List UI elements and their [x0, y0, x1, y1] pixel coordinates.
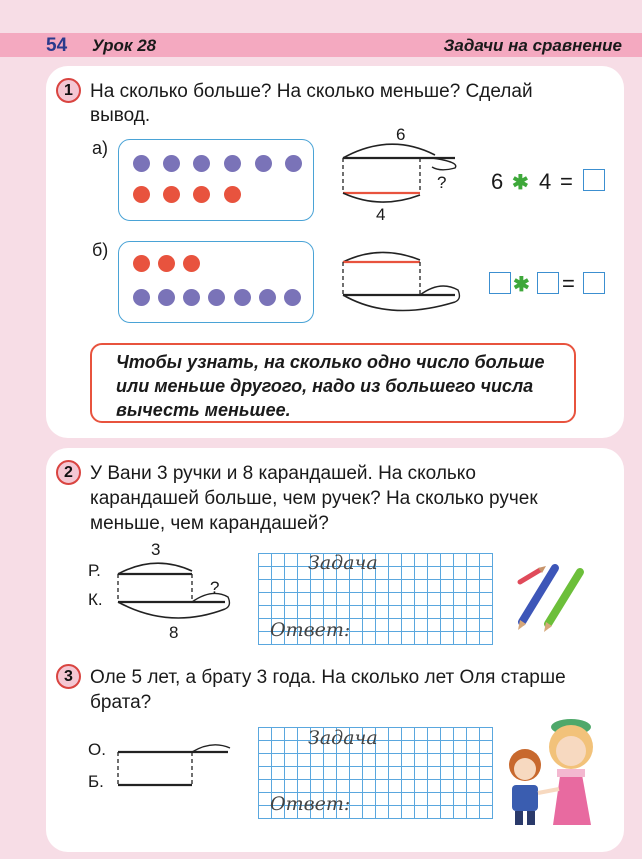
topic-title: Задачи на сравнение — [443, 36, 622, 55]
task1-text-line1: На сколько больше? На сколько меньше? Сделай — [90, 81, 533, 102]
task2-grid-answer-word: Ответ: — [270, 619, 351, 641]
equation-b-equals: = — [562, 271, 575, 296]
equation-a-left: 6 — [491, 169, 504, 194]
task3-row2-label: Б. — [88, 772, 104, 791]
task2-row1-label: Р. — [88, 561, 101, 580]
task2-number: 2 — [56, 460, 81, 485]
task3-row1-label: О. — [88, 740, 106, 759]
rule-line3: вычесть меньшее. — [116, 400, 291, 420]
task2-question: ? — [210, 578, 220, 597]
task2-row2-label: К. — [88, 590, 103, 609]
equation-a-operator-icon: ✱ — [512, 172, 529, 194]
children-illustration — [495, 705, 605, 830]
task2-text-line2: карандашей больше, чем ручек? На сколько ручек — [90, 488, 538, 509]
part-b-label: б) — [92, 240, 109, 260]
part-a-question: ? — [437, 173, 447, 192]
task2-text-line1: У Вани 3 ручки и 8 карандашей. На сколько — [90, 463, 476, 484]
task2-grid-task-word: Задача — [308, 552, 378, 574]
task3-grid-task-word: Задача — [308, 727, 378, 749]
lesson-title: Урок 28 — [92, 36, 157, 55]
task2-top-value: 3 — [151, 540, 161, 559]
task2-text-line3: меньше, чем карандашей? — [90, 513, 329, 534]
rule-line1: Чтобы узнать, на сколько одно число больше — [116, 352, 545, 372]
part-a-bottom-value: 4 — [376, 205, 386, 224]
task3-text-line1: Оле 5 лет, а брату 3 года. На сколько лет Оля старше — [90, 667, 566, 688]
task3-grid-answer-word: Ответ: — [270, 793, 351, 815]
equation-a-equals: = — [560, 169, 573, 194]
task2-bottom-value: 8 — [169, 623, 179, 642]
page-number: 54 — [46, 35, 68, 56]
task3-number: 3 — [56, 664, 81, 689]
equation-b-operator-icon: ✱ — [513, 274, 530, 296]
equation-a-right: 4 — [539, 169, 552, 194]
task1-number: 1 — [56, 78, 81, 103]
task3-text-line2: брата? — [90, 692, 152, 713]
part-a-top-value: 6 — [396, 125, 406, 144]
rule-line2: или меньше другого, надо из большего числа — [116, 376, 534, 396]
task1-text-line2: вывод. — [90, 105, 151, 126]
part-a-label: а) — [92, 138, 109, 158]
